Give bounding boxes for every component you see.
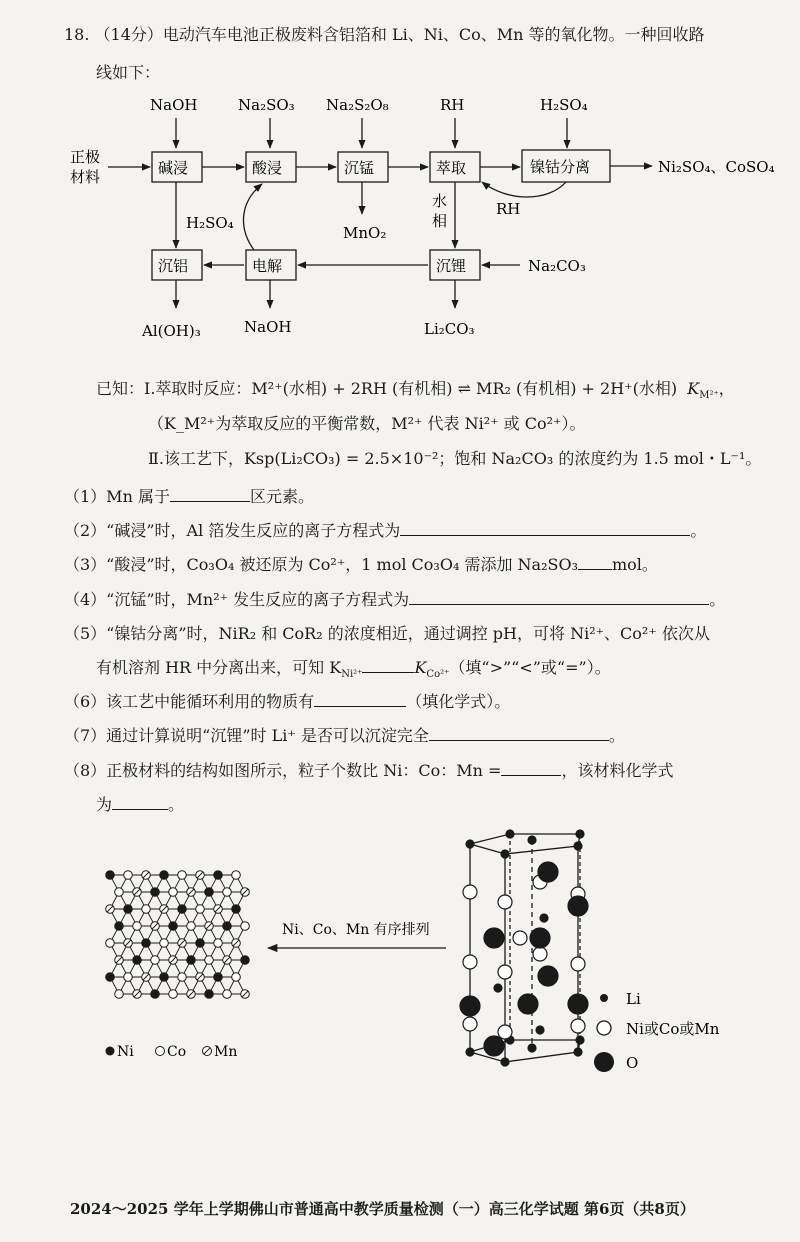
legend-ni-label: Ni xyxy=(117,1044,134,1060)
output-mno2: MnO₂ xyxy=(343,224,387,242)
q3-text-end: mol。 xyxy=(611,555,658,574)
li-atom xyxy=(576,830,584,838)
lattice-co-atom xyxy=(223,990,232,999)
metal-atom xyxy=(571,1019,585,1033)
legend-ni-co-mn-marker xyxy=(597,1021,611,1035)
q8-blank-formula[interactable] xyxy=(112,793,168,810)
o-atom xyxy=(568,896,588,916)
layer-lattice xyxy=(106,871,250,999)
metal-atom xyxy=(513,931,527,945)
li-atom xyxy=(574,1048,582,1056)
li-atom xyxy=(540,914,548,922)
output-ni-co-sulfates: Ni₂SO₄、CoSO₄ xyxy=(658,158,775,176)
svg-text:萃取: 萃取 xyxy=(436,159,467,177)
q2-blank[interactable] xyxy=(400,519,690,536)
o-atom xyxy=(484,928,504,948)
lattice-co-atom xyxy=(187,922,196,931)
known-k: K xyxy=(687,379,700,398)
lattice-co-atom xyxy=(124,871,133,880)
legend-ni-co-mn-label: Ni或Co或Mn xyxy=(626,1020,720,1038)
lattice-co-atom xyxy=(232,973,241,982)
legend-mn-marker xyxy=(203,1047,212,1056)
lattice-ni-atom xyxy=(106,973,115,982)
lattice-ni-atom xyxy=(214,973,223,982)
legend-co-marker xyxy=(156,1047,165,1056)
q4-text-end: 。 xyxy=(709,590,726,609)
output-naoh: NaOH xyxy=(244,318,292,336)
known-line1: 已知：Ⅰ.萃取时反应：M²⁺(水相) + 2RH (有机相) ⇌ MR₂ (有机相) + 2H⁺(水相) $K_{M^{2+}}$， xyxy=(96,379,735,402)
q2-text: （2）“碱浸”时，Al 箔发生反应的离子方程式为 xyxy=(64,521,401,540)
lattice-ni-atom xyxy=(151,888,160,897)
known-reaction: Ⅰ.萃取时反应：M²⁺(水相) + 2RH (有机相) ⇌ MR₂ (有机相) + 2H⁺(水相) xyxy=(144,379,678,398)
lattice-ni-atom xyxy=(241,956,250,965)
q5-text: 有机溶剂 HR 中分离出来，可知 K xyxy=(96,658,342,677)
q5-blank[interactable] xyxy=(362,656,414,673)
q6-text: （6）该工艺中能循环利用的物质有 xyxy=(64,692,315,711)
lattice-ni-atom xyxy=(160,871,169,880)
arrow-label: Ni、Co、Mn 有序排列 xyxy=(282,922,430,938)
input-label-bottom: 材料 xyxy=(70,168,101,186)
q4-text: （4）“沉锰”时，Mn²⁺ 发生反应的离子方程式为 xyxy=(64,590,410,609)
crystal-atoms xyxy=(460,830,588,1066)
q4-blank[interactable] xyxy=(409,588,709,605)
output-li2co3: Li₂CO₃ xyxy=(424,320,475,338)
q7-text-end: 。 xyxy=(608,726,625,745)
lattice-ni-atom xyxy=(232,905,241,914)
q3-blank[interactable] xyxy=(578,553,612,570)
lattice-co-atom xyxy=(142,905,151,914)
lattice-co-atom xyxy=(133,922,142,931)
metal-atom xyxy=(498,895,512,909)
reagent-na2co3: Na₂CO₃ xyxy=(528,257,586,275)
lattice-ni-atom xyxy=(160,973,169,982)
reagent-na2s2o8: Na₂S₂O₈ xyxy=(326,96,389,114)
li-atom xyxy=(528,1044,536,1052)
known-k-sub: M²⁺ xyxy=(699,390,719,402)
lattice-ni-atom xyxy=(151,990,160,999)
sub-question-5-line2 xyxy=(96,655,611,680)
q8-text-end: 。 xyxy=(168,795,185,814)
question-header-line1: 18. （14分）电动汽车电池正极废料含铝箔和 Li、Ni、Co、Mn 等的氧化物。一种回收路 xyxy=(64,25,705,44)
metal-atom xyxy=(533,947,547,961)
lattice-co-atom xyxy=(115,888,124,897)
metal-atom xyxy=(463,1017,477,1031)
q1-text: （1）Mn 属于 xyxy=(64,487,170,506)
sub-question-8-line1 xyxy=(64,758,673,781)
q5-k-co: K xyxy=(414,658,427,677)
legend-li-label: Li xyxy=(626,990,641,1008)
svg-text:沉锂: 沉锂 xyxy=(436,257,467,275)
reagent-h2so4-loop: H₂SO₄ xyxy=(186,214,234,232)
reagent-rh: RH xyxy=(440,96,465,114)
lattice-ni-atom xyxy=(169,922,178,931)
svg-text:沉锰: 沉锰 xyxy=(344,159,375,177)
li-atom xyxy=(528,836,536,844)
legend-mn-label: Mn xyxy=(214,1044,238,1060)
question-header-line2: 线如下： xyxy=(96,63,161,82)
sub-question-4 xyxy=(64,587,725,610)
box-extraction xyxy=(430,152,480,182)
li-atom xyxy=(576,1036,584,1044)
svg-text:碱浸: 碱浸 xyxy=(158,159,189,177)
li-atom xyxy=(494,984,502,992)
li-atom xyxy=(574,842,582,850)
li-atom xyxy=(536,1026,544,1034)
lattice-co-atom xyxy=(160,939,169,948)
lattice-co-atom xyxy=(205,956,214,965)
lattice-co-atom xyxy=(124,973,133,982)
legend-o-label: O xyxy=(626,1054,639,1072)
lattice-ni-atom xyxy=(223,922,232,931)
lattice-ni-atom xyxy=(124,905,133,914)
metal-atom xyxy=(498,1025,512,1039)
sub-question-6 xyxy=(64,689,510,712)
q5-sub-ni: Ni²⁺ xyxy=(341,669,363,681)
arrow-rh-return xyxy=(482,182,566,197)
lattice-co-atom xyxy=(115,990,124,999)
lattice-ni-atom xyxy=(115,922,124,931)
sub-question-7 xyxy=(64,723,625,746)
metal-atom xyxy=(463,955,477,969)
legend-li-marker xyxy=(600,994,608,1002)
reagent-h2so4-top: H₂SO₄ xyxy=(540,96,588,114)
box-ni-co-separation xyxy=(522,150,610,182)
q8-text-mid: ，该材料化学式 xyxy=(561,761,674,780)
o-atom xyxy=(538,862,558,882)
legend-ni-marker xyxy=(106,1047,115,1056)
metal-atom xyxy=(571,957,585,971)
o-atom xyxy=(538,966,558,986)
lattice-co-atom xyxy=(169,888,178,897)
svg-text:电解: 电解 xyxy=(252,257,283,275)
lattice-ni-atom xyxy=(178,905,187,914)
structure-figure xyxy=(0,820,800,1080)
lattice-co-atom xyxy=(241,922,250,931)
sub-question-2 xyxy=(64,518,706,541)
q6-text-end: （填化学式）。 xyxy=(406,692,511,711)
lattice-ni-atom xyxy=(187,956,196,965)
box-al-precip xyxy=(152,250,202,280)
lattice-ni-atom xyxy=(142,939,151,948)
svg-text:酸浸: 酸浸 xyxy=(252,159,283,177)
q8-text-wei: 为 xyxy=(96,795,113,814)
o-atom xyxy=(460,996,480,1016)
sub-question-3 xyxy=(64,552,658,575)
svg-text:沉铝: 沉铝 xyxy=(158,257,189,275)
q6-blank[interactable] xyxy=(314,690,406,707)
metal-atom xyxy=(463,885,477,899)
q3-text: （3）“酸浸”时，Co₃O₄ 被还原为 Co²⁺，1 mol Co₃O₄ 需添加 Na₂SO₃ xyxy=(64,555,578,574)
sub-question-5-line1: （5）“镍钴分离”时，NiR₂ 和 CoR₂ 的浓度相近，通过调控 pH，可将 Ni²⁺、Co²⁺ 依次从 xyxy=(64,624,710,643)
lattice-ni-atom xyxy=(205,888,214,897)
known-line2: （K_M²⁺为萃取反应的平衡常数，M²⁺ 代表 Ni²⁺ 或 Co²⁺）。 xyxy=(148,414,586,433)
li-atom xyxy=(501,850,509,858)
lattice-co-atom xyxy=(214,939,223,948)
q5-sub-co: Co²⁺ xyxy=(426,669,450,681)
lattice-co-atom xyxy=(106,939,115,948)
page-footer: 2024～2025 学年上学期佛山市普通高中教学质量检测（一）高三化学试题 第6页（共8页） xyxy=(70,1200,695,1218)
box-mn-precip xyxy=(338,152,388,182)
q5-text-end: （填“>”“<”或“=”）。 xyxy=(449,658,611,677)
o-atom xyxy=(484,1036,504,1056)
legend-o-marker xyxy=(594,1052,614,1072)
lattice-co-atom xyxy=(178,973,187,982)
box-electrolysis xyxy=(246,250,296,280)
process-flowchart xyxy=(0,90,800,350)
known-label: 已知： xyxy=(96,379,145,398)
li-atom xyxy=(501,1058,509,1066)
o-atom xyxy=(568,994,588,1014)
li-atom xyxy=(506,830,514,838)
reagent-naoh: NaOH xyxy=(150,96,198,114)
sub-question-1 xyxy=(64,484,314,507)
lattice-ni-atom xyxy=(106,871,115,880)
o-atom xyxy=(518,994,538,1014)
li-atom xyxy=(466,1048,474,1056)
legend-co-label: Co xyxy=(167,1044,187,1060)
q8-blank-ratio[interactable] xyxy=(501,759,561,776)
li-atom xyxy=(466,840,474,848)
lattice-co-atom xyxy=(223,888,232,897)
lattice-co-atom xyxy=(232,871,241,880)
q2-text-end: 。 xyxy=(690,521,707,540)
reagent-na2so3: Na₂SO₃ xyxy=(238,96,295,114)
lattice-ni-atom xyxy=(205,990,214,999)
sub-question-8-line2 xyxy=(96,792,184,815)
known-line3: Ⅱ.该工艺下，Ksp(Li₂CO₃) = 2.5×10⁻²；饱和 Na₂CO₃ 的浓度约为 1.5 mol・L⁻¹。 xyxy=(148,449,762,468)
lattice-ni-atom xyxy=(214,871,223,880)
box-li-precip xyxy=(430,250,480,280)
lattice-co-atom xyxy=(169,990,178,999)
aqueous-label-bottom: 相 xyxy=(432,212,448,230)
box-alkali-leach xyxy=(152,152,202,182)
q7-text: （7）通过计算说明“沉锂”时 Li⁺ 是否可以沉淀完全 xyxy=(64,726,429,745)
metal-atom xyxy=(498,965,512,979)
q7-blank[interactable] xyxy=(429,724,609,741)
q8-text: （8）正极材料的结构如图所示，粒子个数比 Ni：Co：Mn = xyxy=(64,761,502,780)
input-label-top: 正极 xyxy=(70,148,101,166)
svg-text:镍钴分离: 镍钴分离 xyxy=(530,158,591,176)
lattice-ni-atom xyxy=(196,939,205,948)
crystal-prism xyxy=(470,834,580,1062)
reagent-rh-return: RH xyxy=(496,200,521,218)
lattice-co-atom xyxy=(151,956,160,965)
arrow-electrolysis-to-acid xyxy=(244,184,262,250)
box-acid-leach xyxy=(246,152,296,182)
q1-blank[interactable] xyxy=(170,485,250,502)
aqueous-label-top: 水 xyxy=(432,192,448,210)
lattice-co-atom xyxy=(196,905,205,914)
output-aloh3: Al(OH)₃ xyxy=(142,322,201,340)
q1-text-end: 区元素。 xyxy=(249,487,314,506)
lattice-ni-atom xyxy=(133,956,142,965)
o-atom xyxy=(530,928,550,948)
lattice-co-atom xyxy=(178,871,187,880)
